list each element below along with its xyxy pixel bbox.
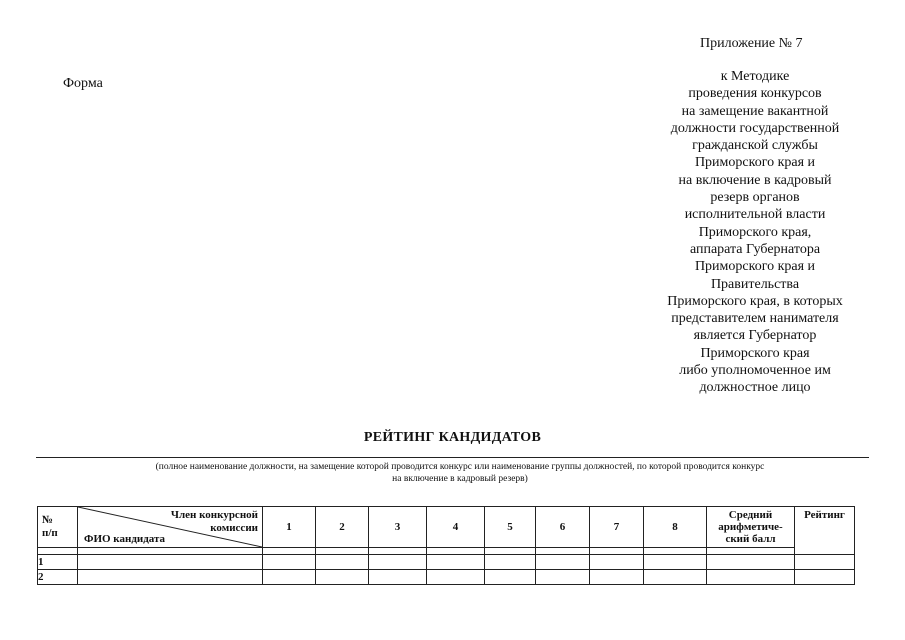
row-number: 1 [38,555,78,570]
appendix-line: на включение в кадровый [678,172,832,188]
row-number: 2 [38,570,78,585]
note-line: (полное наименование должности, на замещение которой проводится конкурс или наименование группы должностей, по которой проводится конкурс [155,462,765,472]
score-cell [485,570,536,585]
appendix-line: проведения конкурсов [688,86,822,102]
rating-table [37,506,855,585]
average-cell [707,555,795,570]
header-member-8: 8 [644,507,707,548]
candidate-name-cell [78,555,263,570]
commission-line1: Член конкурсной [170,509,258,521]
score-cell [590,570,644,585]
appendix-line: аппарата Губернатора [689,241,821,257]
subheader-cell [38,548,78,555]
subheader-cell [485,548,536,555]
avg-line1: Средний [728,509,773,521]
header-diagonal-cell [78,507,263,548]
appendix-line: резерв органов [710,190,800,206]
subheader-cell [707,548,795,555]
appendix-line: либо уполномоченное им [679,363,831,379]
header-number-line1: № [42,514,54,526]
appendix-line: исполнительной власти [684,207,826,223]
header-member-5: 5 [485,507,536,548]
table-row [38,570,855,585]
score-cell [369,555,427,570]
table-subheader-row [38,548,855,555]
appendix-description [650,68,860,397]
subheader-cell [644,548,707,555]
commission-line2: комиссии [210,522,258,534]
subheader-cell [316,548,369,555]
appendix-line: является Губернатор [693,328,817,344]
form-label: Форма [63,76,103,91]
title-underline [36,457,869,458]
score-cell [536,555,590,570]
appendix-line: Правительства [710,276,800,292]
subheader-cell [263,548,316,555]
avg-line2: арифметиче- [718,521,783,533]
appendix-line: Приморского края, в которых [667,293,843,309]
note-line: на включение в кадровый резерв) [392,474,528,484]
appendix-line: гражданской службы [692,138,818,154]
score-cell [316,555,369,570]
position-name-note [60,461,860,485]
header-member-2: 2 [316,507,369,548]
score-cell [590,555,644,570]
rating-cell [795,570,855,585]
appendix-line: должностное лицо [699,380,811,396]
subheader-cell [427,548,485,555]
avg-line3: ский балл [725,533,776,545]
appendix-line: представителем нанимателя [671,311,839,327]
subheader-cell [536,548,590,555]
score-cell [536,570,590,585]
subheader-cell [590,548,644,555]
appendix-line: к Методике [720,69,790,84]
average-cell [707,570,795,585]
header-member-6: 6 [536,507,590,548]
appendix-line: Приморского края и [694,259,816,275]
score-cell [263,570,316,585]
appendix-title: Приложение № 7 [700,36,803,51]
rating-cell [795,555,855,570]
subheader-cell [369,548,427,555]
header-member-4: 4 [427,507,485,548]
header-commission-member [171,509,258,535]
appendix-line: на замещение вакантной [681,103,829,119]
score-cell [644,570,707,585]
score-cell [263,555,316,570]
header-average-score [707,507,795,548]
score-cell [427,570,485,585]
table-row [38,555,855,570]
score-cell [316,570,369,585]
appendix-line: Приморского края, [698,224,812,240]
document-title: РЕЙТИНГ КАНДИДАТОВ [363,430,542,445]
score-cell [485,555,536,570]
score-cell [427,555,485,570]
header-member-7: 7 [590,507,644,548]
candidate-name-cell [78,570,263,585]
score-cell [369,570,427,585]
table-header-row [38,507,855,548]
header-rating: Рейтинг [795,507,855,555]
header-candidate-name: ФИО кандидата [84,533,166,545]
appendix-line: Приморского края [700,345,810,361]
subheader-cell [78,548,263,555]
header-number [38,507,78,548]
score-cell [644,555,707,570]
header-member-3: 3 [369,507,427,548]
header-number-line2: п/п [42,527,58,539]
appendix-line: Приморского края и [694,155,816,171]
appendix-line: должности государственной [670,120,840,136]
header-member-1: 1 [263,507,316,548]
